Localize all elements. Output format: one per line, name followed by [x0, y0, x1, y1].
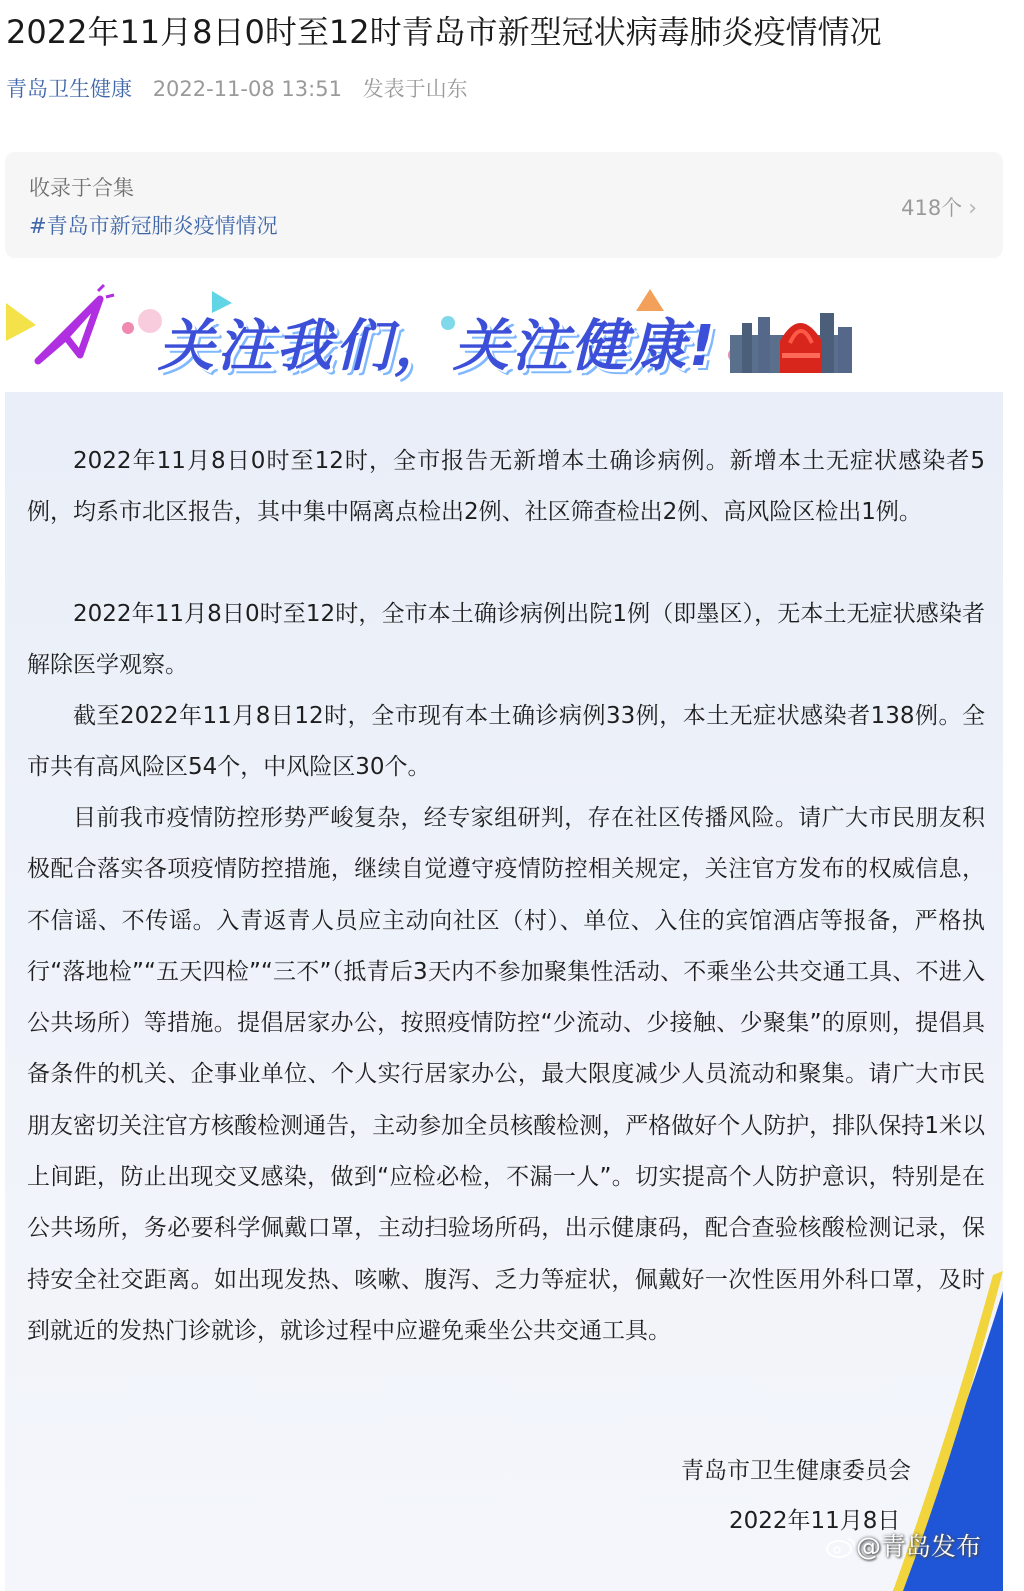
paragraph-1: 2022年11月8日0时至12时，全市报告无新增本土确诊病例。新增本土无症状感染者5例，均系市北区报告，其中集中隔离点检出2例、社区筛查检出2例、高风险区检出1例。 — [27, 448, 985, 526]
account-name-link[interactable]: 青岛卫生健康 — [6, 77, 132, 101]
publish-location: 发表于山东 — [362, 77, 468, 101]
pink-dot-icon — [122, 322, 134, 334]
paragraph-4: 目前我市疫情防控形势严峻复杂，经专家组研判，存在社区传播风险。请广大市民朋友积极配合落实各项疫情防控措施，继续自觉遵守疫情防控相关规定，关注官方发布的权威信息，不信谣、不传谣。入青返青人员应主动向社区（村）、单位、入住的宾馆酒店等报备，严格执行“落地检”“五天四检”“三不”（抵青后3天内不参加聚集性活动、不乘坐公共交通工具、不进入公共场所）等措施。提倡居家办公，按照疫情防控“少流动、少接触、少聚集”的原则，提倡具备条件的机关、企事业单位、个人实行居家办公，最大限度减少人员流动和聚集。请广大市民朋友密切关注官方核酸检测通告，主动参加全员核酸检测，严格做好个人防护，排队保持1米以上间距，防止出现交叉感染，做到“应检必检，不漏一人”。切实提高个人防护意识，特别是在公共场所，务必要科学佩戴口罩，主动扫验场所码，出示健康码，配合查验核酸检测记录，保持安全社交距离。如出现发热、咳嗽、腹泻、乏力等症状，佩戴好一次性医用外科口罩，及时到就近的发热门诊就诊，就诊过程中应避免乘坐公共交通工具。 — [27, 805, 985, 1344]
watermark-text: @青岛发布 — [856, 1532, 982, 1561]
banner-slogan: 关注我们，关注健康! — [158, 314, 718, 379]
paragraph-2: 2022年11月8日0时至12时，全市本土确诊病例出院1例（即墨区），无本土无症状感染者解除医学观察。 — [27, 601, 985, 679]
collection-count[interactable] — [901, 192, 977, 222]
signature-organization: 青岛市卫生健康委员会 — [681, 1458, 911, 1484]
weibo-watermark — [826, 1527, 981, 1563]
article-title: 2022年11月8日0时至12时青岛市新型冠状病毒肺炎疫情情况 — [6, 13, 882, 51]
yellow-triangle-icon — [6, 303, 36, 341]
collection-count-text: 418个 — [901, 196, 963, 220]
collection-tag-link[interactable]: #青岛市新冠肺炎疫情情况 — [29, 214, 278, 238]
city-skyline-icon — [730, 313, 852, 373]
collection-card[interactable] — [5, 152, 1003, 258]
paper-plane-icon — [38, 285, 114, 361]
signature-date: 2022年11月8日 — [729, 1508, 901, 1534]
article-body — [5, 392, 1003, 1591]
chevron-right-icon: › — [968, 196, 977, 221]
publish-time: 2022-11-08 13:51 — [152, 77, 342, 101]
collection-label: 收录于合集 — [29, 176, 134, 200]
weibo-logo-icon — [826, 1536, 856, 1558]
paragraph-3: 截至2022年11月8日12时，全市现有本土确诊病例33例，本土无症状感染者138例。全市共有高风险区54个，中风险区30个。 — [27, 703, 985, 781]
article-meta — [6, 74, 468, 104]
